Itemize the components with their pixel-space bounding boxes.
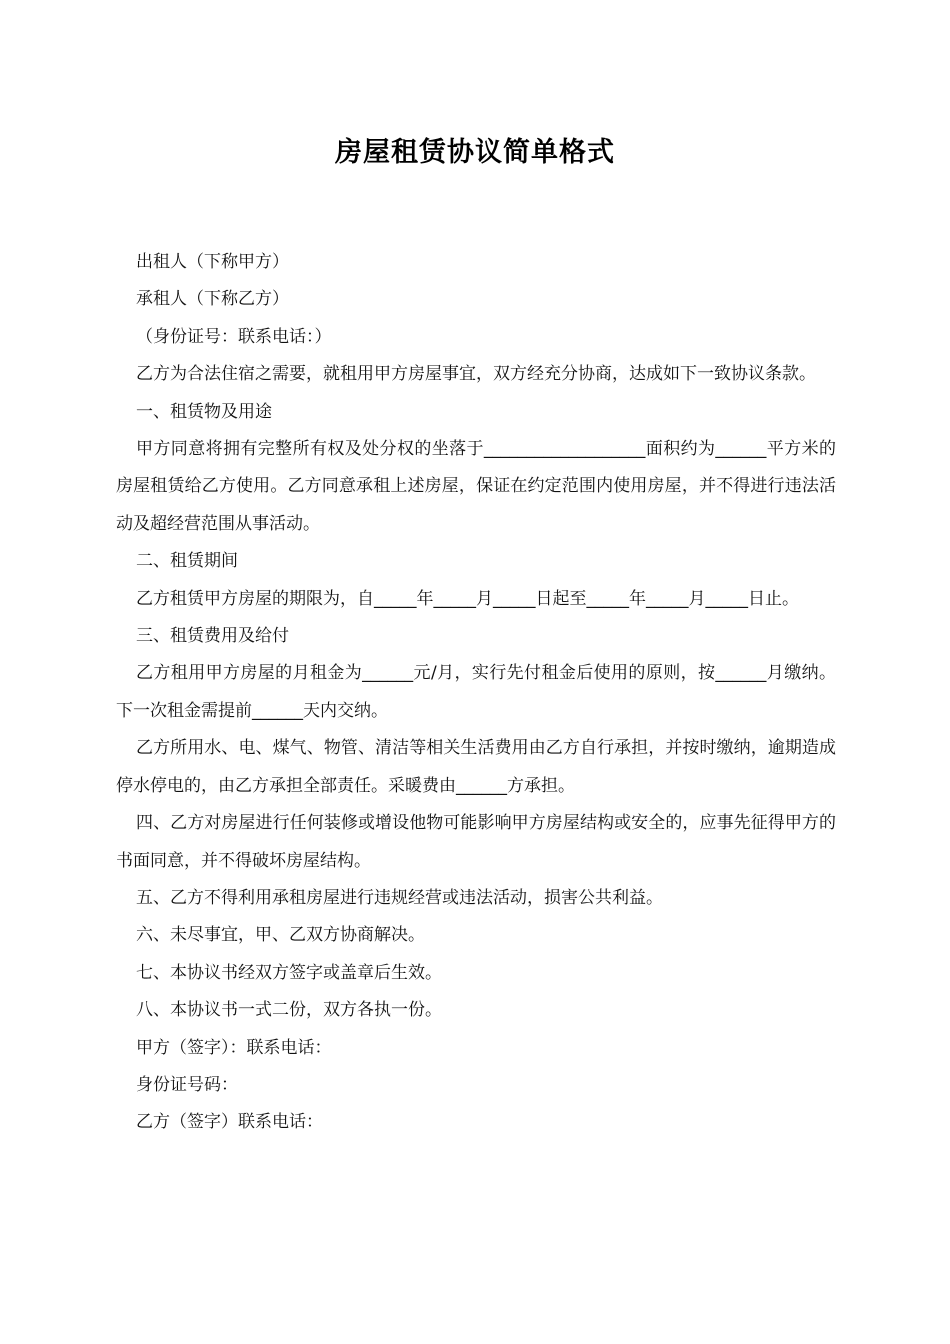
section-2-paragraph: 乙方租赁甲方房屋的期限为，自_____年_____月_____日起至_____年_____月_____日止。	[136, 588, 799, 609]
clause-6-paragraph: 六、未尽事宜，甲、乙双方协商解决。	[136, 925, 425, 946]
party-a-signature-line: 甲方（签字）：联系电话：	[136, 1037, 332, 1058]
utilities-paragraph: 乙方所用水、电、煤气、物管、清洁等相关生活费用由乙方自行承担，并按时缴纳，逾期造成停水停电的，由乙方承担全部责任。采暖费由______方承担。	[116, 738, 836, 796]
id-number-line: 身份证号码：	[136, 1074, 238, 1095]
document-body	[116, 244, 836, 1142]
lessor-line: 出租人（下称甲方）	[136, 252, 289, 272]
clause-7-paragraph: 七、本协议书经双方签字或盖章后生效。	[136, 962, 442, 983]
clause-8-paragraph: 八、本协议书一式二份，双方各执一份。	[136, 1000, 442, 1021]
clause-4-paragraph: 四、乙方对房屋进行任何装修或增设他物可能影响甲方房屋结构或安全的，应事先征得甲方的书面同意，并不得破坏房屋结构。	[116, 813, 836, 871]
preamble-paragraph: 乙方为合法住宿之需要，就租用甲方房屋事宜，双方经充分协商，达成如下一致协议条款。	[136, 364, 816, 385]
section-heading-3: 三、租赁费用及给付	[136, 626, 289, 647]
section-1-paragraph: 甲方同意将拥有完整所有权及处分权的坐落于___________________面积约为______平方米的房屋租赁给乙方使用。乙方同意承租上述房屋，保证在约定范围内使用房屋，并不得进行违法活动及超经营范围从事活动。	[116, 439, 836, 534]
section-heading-2: 二、租赁期间	[136, 551, 238, 572]
party-b-signature-line: 乙方（签字）联系电话：	[136, 1112, 323, 1133]
document-title: 房屋租赁协议简单格式	[335, 137, 615, 168]
lessee-line: 承租人（下称乙方）	[136, 289, 289, 310]
section-heading-1: 一、租赁物及用途	[136, 401, 272, 422]
clause-5-paragraph: 五、乙方不得利用承租房屋进行违规经营或违法活动，损害公共利益。	[136, 887, 663, 908]
id-contact-line: （身份证号：联系电话：）	[136, 326, 332, 347]
rent-paragraph: 乙方租用甲方房屋的月租金为______元/月，实行先付租金后使用的原则，按______月缴纳。下一次租金需提前______天内交纳。	[116, 663, 836, 721]
